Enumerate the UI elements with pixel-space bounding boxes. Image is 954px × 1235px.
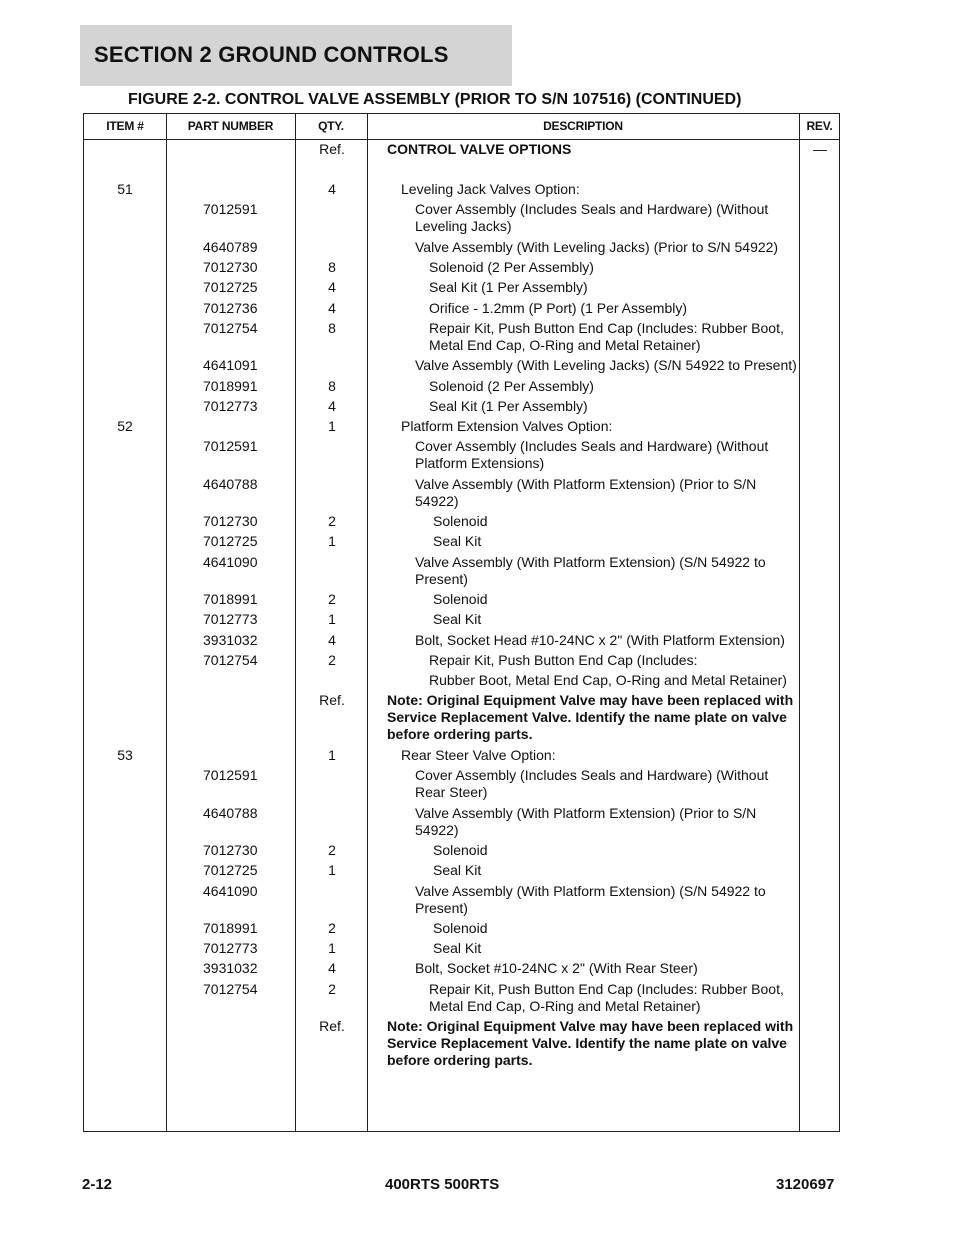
quantity: 1 <box>328 747 336 763</box>
description: Leveling Jack Valves Option: <box>401 181 580 197</box>
quantity: 4 <box>328 632 336 648</box>
item-number: 52 <box>117 418 133 434</box>
quantity: 1 <box>328 533 336 549</box>
description: Orifice - 1.2mm (P Port) (1 Per Assembly) <box>429 300 688 316</box>
description: Rubber Boot, Metal End Cap, O-Ring and Metal Retainer) <box>429 672 787 688</box>
description: Valve Assembly (With Leveling Jacks) (S/N 54922 to Present) <box>415 357 797 373</box>
model-name: 400RTS 500RTS <box>385 1176 500 1193</box>
quantity: 2 <box>328 513 336 529</box>
part-number: 4640789 <box>203 239 258 255</box>
description: Cover Assembly (Includes Seals and Hardware) (Without Leveling Jacks) <box>415 201 769 234</box>
part-number: 7012591 <box>203 438 258 454</box>
header-divider <box>84 139 839 140</box>
quantity: 1 <box>328 418 336 434</box>
description: Solenoid <box>433 920 488 936</box>
quantity: Ref. <box>319 692 345 708</box>
quantity: Ref. <box>319 141 345 157</box>
column-divider <box>166 114 167 1131</box>
section-header <box>80 25 512 86</box>
page-number: 2-12 <box>82 1176 113 1193</box>
parts-table <box>83 113 840 1132</box>
item-number: 51 <box>117 181 133 197</box>
part-number: 7012736 <box>203 300 258 316</box>
revision: — <box>813 141 827 157</box>
figure-title: FIGURE 2-2. CONTROL VALVE ASSEMBLY (PRIOR TO S/N 107516) (CONTINUED) <box>128 91 742 108</box>
quantity: 8 <box>328 378 336 394</box>
quantity: 1 <box>328 611 336 627</box>
description: Seal Kit <box>433 611 482 627</box>
description: Solenoid (2 Per Assembly) <box>429 378 594 394</box>
part-number: 7012754 <box>203 652 258 668</box>
section-title: SECTION 2 GROUND CONTROLS <box>94 42 449 67</box>
header-item: ITEM # <box>106 119 144 133</box>
quantity: 4 <box>328 279 336 295</box>
description: CONTROL VALVE OPTIONS <box>387 141 572 157</box>
description: Bolt, Socket Head #10-24NC x 2" (With Platform Extension) <box>415 632 785 648</box>
part-number: 7012730 <box>203 842 258 858</box>
quantity: 2 <box>328 981 336 997</box>
part-number: 7012773 <box>203 611 258 627</box>
quantity: 4 <box>328 181 336 197</box>
part-number: 4641091 <box>203 357 258 373</box>
description: Solenoid (2 Per Assembly) <box>429 259 594 275</box>
description: Cover Assembly (Includes Seals and Hardware) (Without Rear Steer) <box>415 767 769 800</box>
description: Rear Steer Valve Option: <box>401 747 556 763</box>
description: Seal Kit <box>433 862 482 878</box>
part-number: 7018991 <box>203 591 258 607</box>
description: Note: Original Equipment Valve may have been replaced with Service Replacement Valve. Identify the name plate on valve before ordering parts. <box>387 692 794 742</box>
quantity: 2 <box>328 920 336 936</box>
part-number: 7012773 <box>203 940 258 956</box>
part-number: 7012754 <box>203 320 258 336</box>
part-number: 7012730 <box>203 513 258 529</box>
part-number: 3931032 <box>203 960 258 976</box>
document-number: 3120697 <box>776 1176 835 1193</box>
quantity: Ref. <box>319 1018 345 1034</box>
description: Solenoid <box>433 591 488 607</box>
description: Valve Assembly (With Platform Extension) (Prior to S/N 54922) <box>415 805 757 838</box>
description: Repair Kit, Push Button End Cap (Includes: <box>429 652 698 668</box>
description: Valve Assembly (With Platform Extension) (S/N 54922 to Present) <box>415 554 766 587</box>
part-number: 4640788 <box>203 805 258 821</box>
quantity: 4 <box>328 300 336 316</box>
part-number: 7012725 <box>203 533 258 549</box>
description: Solenoid <box>433 842 488 858</box>
quantity: 8 <box>328 259 336 275</box>
part-number: 7012730 <box>203 259 258 275</box>
part-number: 4640788 <box>203 476 258 492</box>
description: Solenoid <box>433 513 488 529</box>
header-description: DESCRIPTION <box>543 119 623 133</box>
part-number: 4641090 <box>203 883 258 899</box>
description: Repair Kit, Push Button End Cap (Includes: Rubber Boot, Metal End Cap, O-Ring and Metal Retainer) <box>429 981 784 1014</box>
header-rev: REV. <box>806 119 833 133</box>
quantity: 4 <box>328 398 336 414</box>
column-divider <box>799 114 800 1131</box>
description: Valve Assembly (With Leveling Jacks) (Prior to S/N 54922) <box>415 239 779 255</box>
description: Seal Kit (1 Per Assembly) <box>429 398 588 414</box>
description: Valve Assembly (With Platform Extension) (S/N 54922 to Present) <box>415 883 766 916</box>
description: Valve Assembly (With Platform Extension) (Prior to S/N 54922) <box>415 476 757 509</box>
description: Bolt, Socket #10-24NC x 2" (With Rear Steer) <box>415 960 698 976</box>
quantity: 1 <box>328 862 336 878</box>
header-qty: QTY. <box>318 119 344 133</box>
part-number: 7012591 <box>203 767 258 783</box>
quantity: 8 <box>328 320 336 336</box>
description: Seal Kit (1 Per Assembly) <box>429 279 588 295</box>
header-part-number: PART NUMBER <box>187 119 274 133</box>
description: Repair Kit, Push Button End Cap (Includes: Rubber Boot, Metal End Cap, O-Ring and Metal Retainer) <box>429 320 784 353</box>
part-number: 3931032 <box>203 632 258 648</box>
part-number: 7012773 <box>203 398 258 414</box>
part-number: 7012725 <box>203 279 258 295</box>
quantity: 2 <box>328 842 336 858</box>
quantity: 2 <box>328 591 336 607</box>
part-number: 7012591 <box>203 201 258 217</box>
description: Note: Original Equipment Valve may have been replaced with Service Replacement Valve. Identify the name plate on valve before ordering parts. <box>387 1018 794 1068</box>
part-number: 7012725 <box>203 862 258 878</box>
quantity: 2 <box>328 652 336 668</box>
item-number: 53 <box>117 747 133 763</box>
part-number: 7012754 <box>203 981 258 997</box>
description: Seal Kit <box>433 940 482 956</box>
quantity: 1 <box>328 940 336 956</box>
quantity: 4 <box>328 960 336 976</box>
description: Platform Extension Valves Option: <box>401 418 613 434</box>
part-number: 7018991 <box>203 920 258 936</box>
part-number: 4641090 <box>203 554 258 570</box>
description: Seal Kit <box>433 533 482 549</box>
description: Cover Assembly (Includes Seals and Hardware) (Without Platform Extensions) <box>415 438 769 471</box>
part-number: 7018991 <box>203 378 258 394</box>
